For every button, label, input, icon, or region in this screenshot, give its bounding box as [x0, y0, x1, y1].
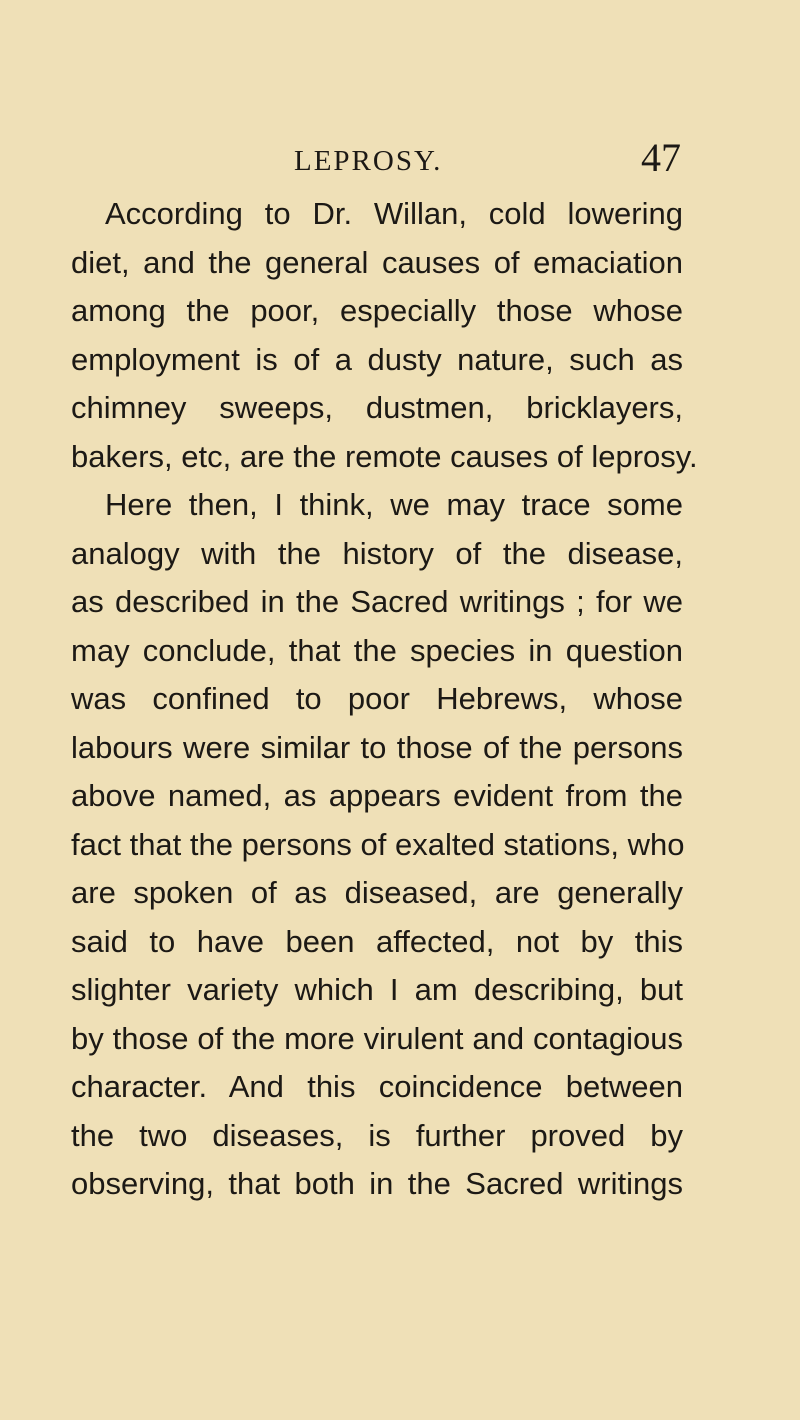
- text-line-14: fact that the persons of exalted stations, who: [71, 826, 685, 862]
- running-title: LEPROSY.: [294, 145, 443, 177]
- text-line-20: the two diseases, is further proved by: [71, 1117, 683, 1153]
- text-line-4: employment is of a dusty nature, such as: [71, 341, 683, 377]
- running-head: [0, 135, 800, 184]
- text-line-10: may conclude, that the species in question: [71, 632, 683, 668]
- text-line-17: slighter variety which I am describing, but: [71, 972, 683, 1007]
- text-line-3: among the poor, especially those whose: [71, 293, 683, 328]
- text-line-15: are spoken of as diseased, are generally: [71, 875, 683, 910]
- text-line-11: was confined to poor Hebrews, whose: [71, 681, 683, 716]
- body-text: [0, 190, 800, 1209]
- text-line-1: According to Dr. Willan, cold lowering: [105, 196, 683, 231]
- text-line-2: diet, and the general causes of emaciation: [71, 244, 683, 280]
- text-line-18: by those of the more virulent and contagious: [71, 1020, 683, 1056]
- text-line-21: observing, that both in the Sacred writings: [71, 1166, 683, 1201]
- page-number: 47: [641, 135, 681, 180]
- text-line-13: above named, as appears evident from the: [71, 778, 683, 813]
- text-line-8: analogy with the history of the disease,: [71, 535, 683, 571]
- text-line-19: character. And this coincidence between: [71, 1069, 683, 1104]
- text-line-7: Here then, I think, we may trace some: [105, 487, 683, 522]
- text-line-6: bakers, etc, are the remote causes of leprosy.: [71, 438, 698, 474]
- text-line-12: labours were similar to those of the persons: [71, 729, 683, 765]
- text-line-5: chimney sweeps, dustmen, bricklayers,: [71, 390, 683, 425]
- text-line-16: said to have been affected, not by this: [71, 923, 683, 959]
- text-line-9: as described in the Sacred writings ; for we: [71, 584, 683, 619]
